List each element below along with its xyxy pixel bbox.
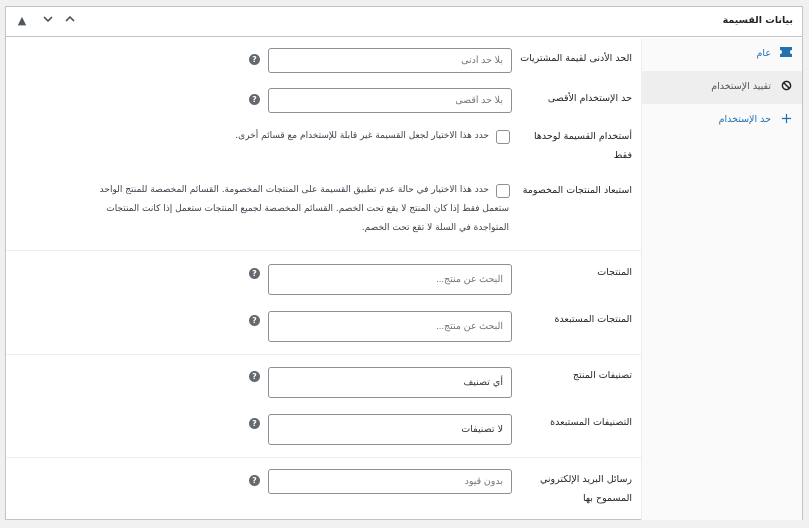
help-icon[interactable]: ? xyxy=(249,418,260,429)
individual-use-checkbox[interactable] xyxy=(496,130,510,144)
help-icon[interactable]: ? xyxy=(249,268,260,279)
section-divider xyxy=(6,250,641,251)
ticket-icon xyxy=(779,47,793,61)
panel-title: بيانات القسيمة xyxy=(722,15,793,26)
max-spend-input[interactable] xyxy=(268,88,512,113)
allowed-emails-label: رسائل البريد الإلكتروني xyxy=(539,474,632,485)
min-spend-label: الحد الأدنى لقيمة المشتريات xyxy=(520,53,632,64)
move-down-button[interactable] xyxy=(40,13,56,29)
products-label: المنتجات xyxy=(597,267,632,278)
categories-label: تصنيفات المنتج xyxy=(572,370,632,381)
max-spend-label: حد الإستخدام الأقصى xyxy=(547,93,632,104)
block-icon xyxy=(779,80,793,94)
exclude-sale-label: استبعاد المنتجات المخصومة xyxy=(522,185,632,196)
help-icon[interactable]: ? xyxy=(249,54,260,65)
exclude-sale-description-line3: المتواجدة في السلة لا تقع تحت الخصم. xyxy=(361,223,509,233)
tab-usage-restriction-label: تقييد الإستخدام xyxy=(711,81,771,92)
tab-usage-limits[interactable] xyxy=(642,104,802,137)
individual-use-label-line2: فقط xyxy=(613,150,632,161)
panel-header xyxy=(6,7,802,37)
help-icon[interactable]: ? xyxy=(249,315,260,326)
help-icon[interactable]: ? xyxy=(249,475,260,486)
exclude-sale-description-line1: حدد هذا الاختيار في حالة عدم تطبيق القسيمة على المنتجات المخصومة. القسائم المخصصة للمنتج الواحد xyxy=(99,185,489,195)
min-spend-input[interactable] xyxy=(268,48,512,73)
individual-use-description: حدد هذا الاختيار لجعل القسيمة غير قابلة للإستخدام مع قسائم أخرى. xyxy=(235,131,489,141)
tab-general[interactable] xyxy=(642,38,802,71)
coupon-tabs xyxy=(641,38,802,520)
toggle-panel-button[interactable] xyxy=(62,13,78,29)
move-up-button[interactable]: ▲ xyxy=(17,14,27,27)
allowed-emails-input[interactable] xyxy=(268,469,512,494)
help-icon[interactable]: ? xyxy=(249,371,260,382)
help-icon[interactable]: ? xyxy=(249,94,260,105)
exclude-sale-checkbox[interactable] xyxy=(496,184,510,198)
tab-general-label: عام xyxy=(756,48,771,59)
categories-select[interactable]: أي تصنيف xyxy=(268,367,512,398)
tab-usage-restriction[interactable] xyxy=(642,71,802,104)
chevron-down-icon xyxy=(42,13,54,25)
exclude-products-label: المنتجات المستبعدة xyxy=(554,314,632,325)
exclude-products-search-input[interactable] xyxy=(268,311,512,342)
allowed-emails-label-line2: المسموح بها xyxy=(583,493,632,504)
chevron-up-icon xyxy=(64,13,76,25)
plus-icon xyxy=(779,113,793,127)
coupon-data-panel xyxy=(5,6,803,520)
tab-usage-limits-label: حد الإستخدام xyxy=(718,114,771,125)
exclude-categories-label: التصنيفات المستبعدة xyxy=(550,417,632,428)
individual-use-label: أستخدام القسيمة لوحدها xyxy=(534,131,632,142)
section-divider xyxy=(6,457,641,458)
section-divider xyxy=(6,354,641,355)
exclude-sale-description-line2: ستعمل فقط إذا كان المنتج لا يقع تحت الخصم. القسائم المخصصة لجميع المنتجات ستعمل إذا كانت المنتجات xyxy=(106,204,509,214)
exclude-categories-select[interactable]: لا تصنيفات xyxy=(268,414,512,445)
products-search-input[interactable] xyxy=(268,264,512,295)
